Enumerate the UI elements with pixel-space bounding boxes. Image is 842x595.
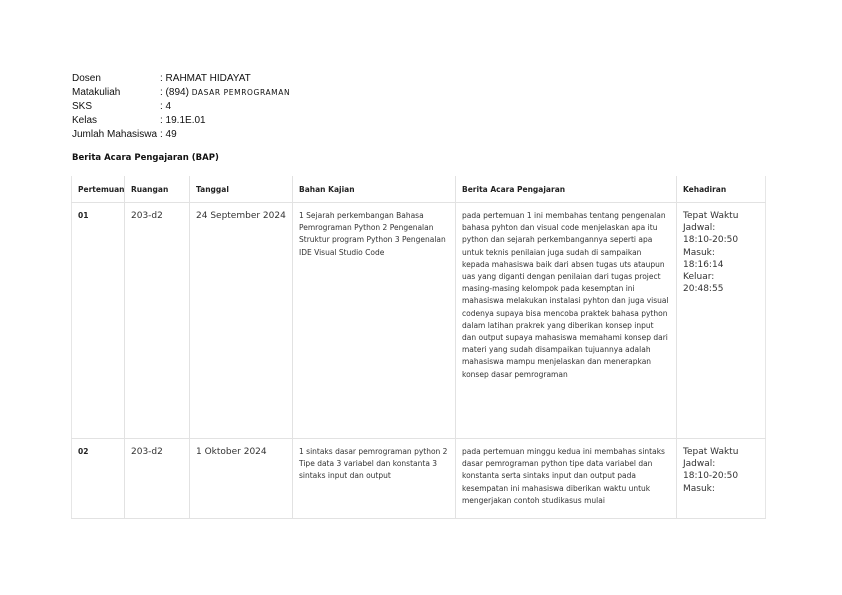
kehadiran-masuk-label: Masuk: bbox=[683, 483, 715, 494]
cell-berita: pada pertemuan 1 ini membahas tentang pengenalan bahasa pyhton dan visual code menjelaskan apa itu python dan sejarah perkembangannya seperti apa untuk teknis penilaian juga sudah di sampaikan kepada mahasiswa baik dari absen tugas uts ataupun uas yang diganti dengan penilaian dari tugas project masing-masing kelompok pada kesemptan ini mahasiswa melakukan instalasi pyhton dan juga visual codenya supaya bisa mencoba praktek bahasa python dalam latihan prakrek yang diberikan konsep input dan output supaya mahasiswa memahami konsep dari materi yang sudah disampaikan tujuannya adalah mahasiswa mampu menjelaskan dan menerapkan konsep dasar pemrograman bbox=[456, 203, 677, 439]
col-header-tanggal: Tanggal bbox=[190, 176, 293, 203]
cell-ruangan: 203-d2 bbox=[125, 439, 190, 519]
col-header-kehadiran: Kehadiran bbox=[677, 176, 766, 203]
bap-title: Berita Acara Pengajaran (BAP) bbox=[72, 153, 219, 163]
kehadiran-jadwal-label: Jadwal: bbox=[683, 223, 716, 234]
cell-ruangan: 203-d2 bbox=[125, 203, 190, 439]
col-header-ruangan: Ruangan bbox=[125, 176, 190, 203]
kehadiran-masuk-value: 18:16:14 bbox=[683, 259, 724, 270]
cell-tanggal: 24 September 2024 bbox=[190, 203, 293, 439]
kehadiran-masuk-label: Masuk: bbox=[683, 247, 715, 258]
sks-label: SKS bbox=[72, 101, 93, 112]
kehadiran-jadwal-label: Jadwal: bbox=[683, 459, 716, 470]
kehadiran-status: Tepat Waktu bbox=[683, 211, 739, 221]
kelas-value: : 19.1E.01 bbox=[160, 115, 206, 126]
col-header-pertemuan: Pertemuan bbox=[72, 176, 125, 203]
jumlah-value: : 49 bbox=[160, 129, 177, 140]
kehadiran-jadwal-value: 18:10-20:50 bbox=[683, 471, 739, 482]
matkul-name: DASAR PEMROGRAMAN bbox=[191, 88, 291, 97]
cell-pertemuan: 02 bbox=[72, 439, 125, 519]
dosen-label: Dosen bbox=[72, 73, 101, 84]
jumlah-label: Jumlah Mahasiswa bbox=[72, 129, 158, 140]
jumlah-row bbox=[72, 128, 290, 142]
cell-pertemuan: 01 bbox=[72, 203, 125, 439]
cell-tanggal: 1 Oktober 2024 bbox=[190, 439, 293, 519]
cell-kehadiran bbox=[677, 203, 766, 439]
matkul-label: Matakuliah bbox=[72, 87, 121, 98]
sks-value: : 4 bbox=[160, 101, 172, 112]
kehadiran-keluar-label: Keluar: bbox=[683, 272, 715, 283]
kelas-row bbox=[72, 114, 290, 128]
bap-table bbox=[71, 176, 766, 519]
matkul-row bbox=[72, 86, 290, 100]
kelas-label: Kelas bbox=[72, 115, 98, 126]
sks-row bbox=[72, 100, 290, 114]
dosen-value: : RAHMAT HIDAYAT bbox=[160, 73, 251, 84]
cell-bahan: 1 sintaks dasar pemrograman python 2 Tipe data 3 variabel dan konstanta 3 sintaks input dan output bbox=[293, 439, 456, 519]
table-header-row bbox=[72, 176, 766, 203]
table-row bbox=[72, 439, 766, 519]
kehadiran-status: Tepat Waktu bbox=[683, 447, 739, 457]
table-row bbox=[72, 203, 766, 439]
cell-bahan: 1 Sejarah perkembangan Bahasa Pemrograman Python 2 Pengenalan Struktur program Python 3 Pengenalan IDE Visual Studio Code bbox=[293, 203, 456, 439]
cell-berita: pada pertemuan minggu kedua ini membahas sintaks dasar pemrograman python tipe data variabel dan konstanta serta sintaks input dan output pada kesempatan ini mahasiswa diberikan waktu untuk mengerjakan contoh studikasus mulai bbox=[456, 439, 677, 519]
course-header bbox=[72, 72, 290, 142]
col-header-bahan: Bahan Kajian bbox=[293, 176, 456, 203]
matkul-value bbox=[160, 86, 290, 100]
kehadiran-jadwal-value: 18:10-20:50 bbox=[683, 235, 739, 246]
dosen-row bbox=[72, 72, 290, 86]
cell-kehadiran bbox=[677, 439, 766, 519]
kehadiran-keluar-value: 20:48:55 bbox=[683, 284, 724, 295]
matkul-code: : (894) bbox=[160, 87, 189, 98]
col-header-berita: Berita Acara Pengajaran bbox=[456, 176, 677, 203]
